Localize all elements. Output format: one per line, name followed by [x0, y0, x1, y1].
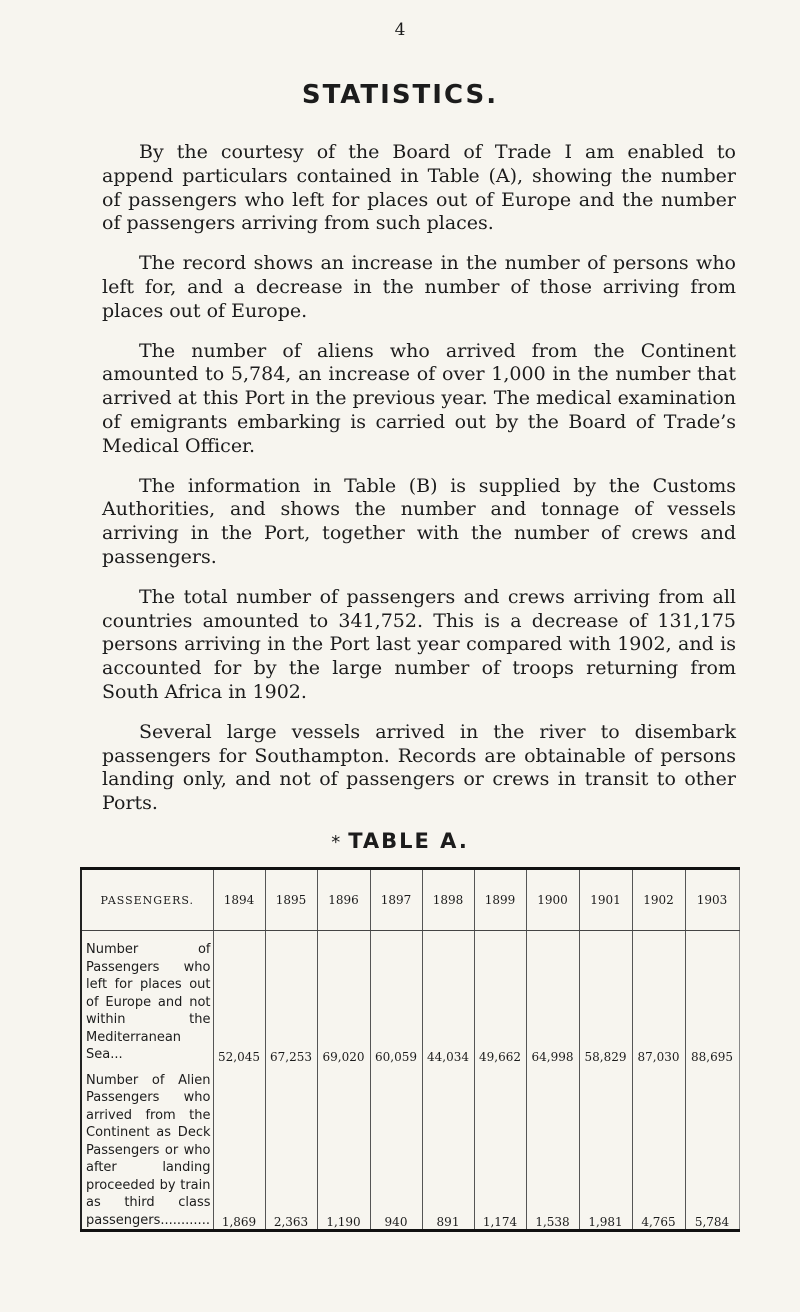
paragraph: The information in Table (B) is supplied by the Customs Authorities, and shows the number and tonnage of vessels arriving in the Port, together with the number of crews and passengers. [102, 474, 736, 568]
column-header: 1898 [422, 869, 474, 931]
row-label: Number of Passengers who left for places out of Europe and not within the Mediterranean Sea... [81, 931, 213, 1064]
table-cell: 1,869 [213, 1064, 265, 1231]
table-header-row [81, 869, 739, 931]
column-header: 1901 [579, 869, 632, 931]
table-row [81, 1064, 739, 1231]
table-row [81, 931, 739, 1064]
paragraph: The number of aliens who arrived from the Continent amounted to 5,784, an increase of over 1,000 in the number that arrived at this Port in the previous year. The medical examination of emigrants embarking is carried out by the Board of Trade’s Medical Officer. [102, 339, 736, 457]
paragraph: The total number of passengers and crews arriving from all countries amounted to 341,752. This is a decrease of 131,175 persons arriving in the Port last year compared with 1902, and is accounted for by the large number of troops returning from South Africa in 1902. [102, 585, 736, 703]
table-cell: 69,020 [317, 931, 370, 1064]
table-cell: 1,174 [474, 1064, 526, 1231]
table-cell: 4,765 [632, 1064, 685, 1231]
table-title [0, 829, 800, 853]
statistics-table [80, 867, 740, 1232]
column-header: 1895 [265, 869, 317, 931]
page-title: STATISTICS. [301, 80, 499, 110]
table-cell: 1,538 [526, 1064, 579, 1231]
table-cell: 1,190 [317, 1064, 370, 1231]
paragraph: By the courtesy of the Board of Trade I am enabled to append particulars contained in Table (A), showing the number of passengers who left for places out of Europe and the number of passengers arriving from such places. [102, 141, 736, 235]
row-label: Number of Alien Passengers who arrived from the Continent as Deck Passengers or who after landing proceeded by train as third class passengers............ [81, 1064, 213, 1231]
paragraph: Several large vessels arrived in the river to disembark passengers for Southampton. Records are obtainable of persons landing only, and not of passengers or crews in transit to other Ports. [102, 720, 736, 815]
body-text [102, 141, 736, 832]
table-cell: 49,662 [474, 931, 526, 1064]
table-cell: 2,363 [265, 1064, 317, 1231]
column-header: 1902 [632, 869, 685, 931]
table-cell: 940 [370, 1064, 422, 1231]
table-cell: 67,253 [265, 931, 317, 1064]
column-header: 1899 [474, 869, 526, 931]
column-header: 1896 [317, 869, 370, 931]
table-cell: 58,829 [579, 931, 632, 1064]
table-cell: 87,030 [632, 931, 685, 1064]
table-cell: 891 [422, 1064, 474, 1231]
column-header: 1894 [213, 869, 265, 931]
table-cell: 60,059 [370, 931, 422, 1064]
footnote-marker: * [331, 832, 343, 853]
table-cell: 64,998 [526, 931, 579, 1064]
table-cell: 1,981 [579, 1064, 632, 1231]
table-cell: 88,695 [685, 931, 739, 1064]
column-header: 1900 [526, 869, 579, 931]
table-title-text: TABLE A. [348, 829, 469, 853]
column-header: PASSENGERS. [81, 869, 213, 931]
page-number: 4 [394, 20, 406, 40]
table-cell: 44,034 [422, 931, 474, 1064]
table-cell: 5,784 [685, 1064, 739, 1231]
paragraph: The record shows an increase in the number of persons who left for, and a decrease in the number of those arriving from places out of Europe. [102, 252, 736, 322]
column-header: 1897 [370, 869, 422, 931]
table-cell: 52,045 [213, 931, 265, 1064]
column-header: 1903 [685, 869, 739, 931]
